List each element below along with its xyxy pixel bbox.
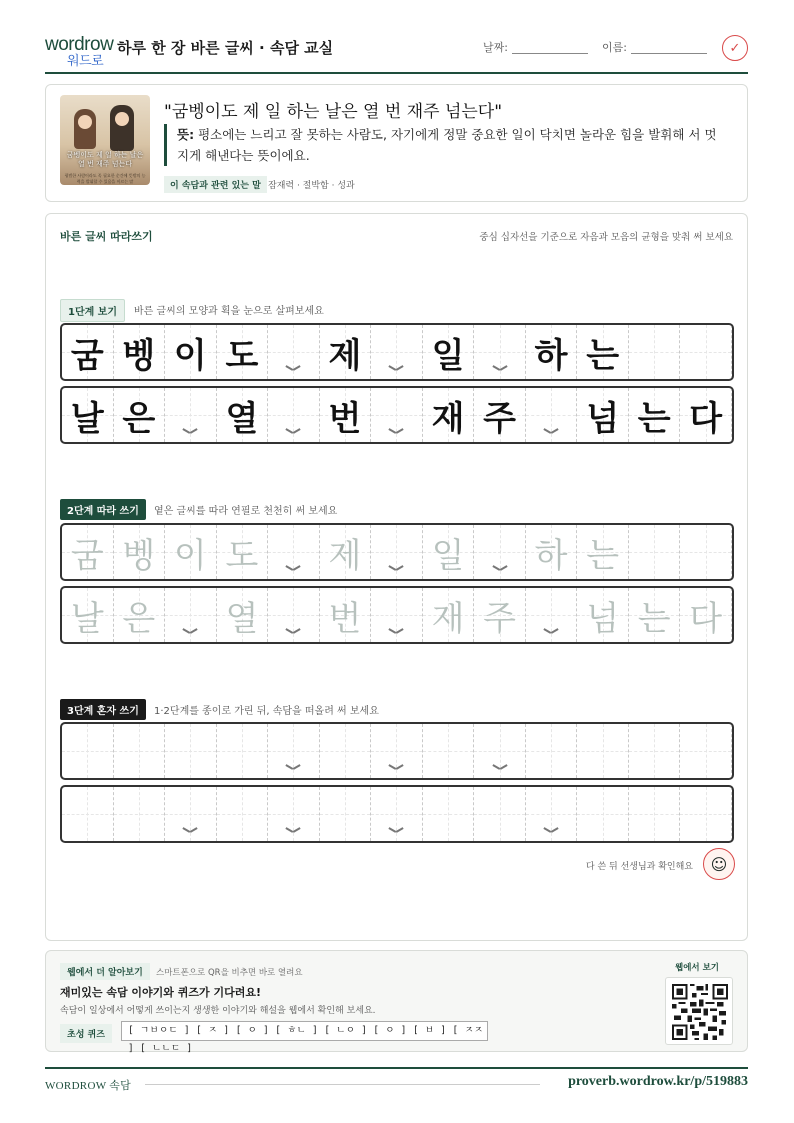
grid-character: 이	[173, 335, 207, 376]
grid-cell	[114, 325, 166, 379]
space-mark-icon	[286, 565, 300, 573]
grid-cell[interactable]	[474, 724, 526, 778]
grid-character: 재	[431, 598, 465, 639]
space-mark-icon	[183, 428, 197, 436]
grid-cell[interactable]	[371, 724, 423, 778]
grid-cell	[629, 388, 681, 442]
grid-cell[interactable]	[526, 724, 578, 778]
grid-cell[interactable]	[526, 787, 578, 841]
space-mark-icon	[286, 628, 300, 636]
grid-cell[interactable]	[114, 588, 166, 642]
grid-cell[interactable]	[680, 787, 732, 841]
grid-cell[interactable]	[114, 525, 166, 579]
grid-character: 제	[328, 535, 362, 576]
grid-cell[interactable]	[629, 525, 681, 579]
space-mark-icon	[286, 764, 300, 772]
grid-character: 하	[534, 535, 568, 576]
grid-character: 날	[70, 398, 104, 439]
grid-cell[interactable]	[629, 724, 681, 778]
grid-cell	[474, 388, 526, 442]
grid-cell	[217, 388, 269, 442]
grid-cell	[268, 388, 320, 442]
footer-url[interactable]: proverb.wordrow.kr/p/519883	[568, 1074, 748, 1089]
grid-cell[interactable]	[114, 787, 166, 841]
grid-cell[interactable]	[165, 525, 217, 579]
check-text: 다 쓴 뒤 선생님과 확인해요	[585, 862, 693, 872]
grid-cell	[62, 325, 114, 379]
grid-cell[interactable]	[423, 588, 475, 642]
grid-cell	[577, 325, 629, 379]
step2-row-1[interactable]	[60, 523, 734, 581]
space-mark-icon	[544, 428, 558, 436]
grid-cell[interactable]	[423, 724, 475, 778]
proverb-illustration	[60, 95, 150, 185]
grid-cell[interactable]	[62, 588, 114, 642]
grid-cell	[474, 325, 526, 379]
date-label: 날짜:	[483, 41, 508, 54]
space-mark-icon	[183, 628, 197, 636]
grid-cell	[165, 325, 217, 379]
name-label: 이름:	[602, 41, 627, 54]
check-stamp-icon: ✓	[722, 35, 748, 61]
name-field[interactable]	[631, 53, 707, 54]
grid-character: 재	[431, 398, 465, 439]
grid-cell[interactable]	[371, 588, 423, 642]
grid-cell	[629, 325, 681, 379]
grid-cell	[577, 388, 629, 442]
logo-text: wordrow	[45, 34, 114, 55]
grid-character: 넘	[586, 398, 620, 439]
wordrow-logo	[45, 34, 114, 68]
footer-rule	[145, 1084, 540, 1085]
step3-badge: 3단계 혼자 쓰기	[60, 699, 146, 720]
grid-cell	[217, 325, 269, 379]
step1-desc: 바른 글씨의 모양과 획을 눈으로 살펴보세요	[134, 306, 324, 317]
grid-cell[interactable]	[474, 588, 526, 642]
grid-cell[interactable]	[320, 525, 372, 579]
space-mark-icon	[183, 827, 197, 835]
grid-character: 굼	[70, 535, 104, 576]
grid-character: 는	[586, 535, 620, 576]
grid-cell[interactable]	[217, 724, 269, 778]
grid-cell[interactable]	[320, 787, 372, 841]
grid-cell	[114, 388, 166, 442]
grid-cell[interactable]	[526, 525, 578, 579]
grid-cell[interactable]	[629, 787, 681, 841]
grid-cell	[165, 388, 217, 442]
grid-character: 다	[689, 598, 723, 639]
grid-character: 열	[225, 398, 259, 439]
grid-cell	[320, 325, 372, 379]
grid-character: 벵	[122, 335, 156, 376]
step2-desc: 옅은 글씨를 따라 연필로 천천히 써 보세요	[154, 506, 338, 517]
grid-cell[interactable]	[577, 525, 629, 579]
section-hint: 중심 십자선을 기준으로 자음과 모음의 균형을 맞춰 써 보세요	[479, 232, 733, 243]
grid-cell	[268, 325, 320, 379]
grid-cell[interactable]	[114, 724, 166, 778]
proverb-meaning	[164, 124, 724, 166]
grid-character: 는	[586, 335, 620, 376]
grid-cell[interactable]	[320, 724, 372, 778]
grid-cell[interactable]	[268, 724, 320, 778]
grid-character: 는	[637, 598, 671, 639]
grid-cell[interactable]	[423, 787, 475, 841]
grid-cell	[680, 388, 732, 442]
grid-cell[interactable]	[62, 787, 114, 841]
space-mark-icon	[389, 764, 403, 772]
grid-character: 제	[328, 335, 362, 376]
grid-character: 열	[225, 598, 259, 639]
grid-character: 도	[225, 335, 259, 376]
grid-cell[interactable]	[62, 724, 114, 778]
grid-character: 다	[689, 398, 723, 439]
step1-row-2	[60, 386, 734, 444]
grid-cell[interactable]	[629, 588, 681, 642]
grid-cell[interactable]	[577, 588, 629, 642]
proverb-card	[45, 84, 748, 202]
related-words: 잠재력 · 절박함 · 성과	[268, 181, 355, 191]
grid-character: 이	[173, 535, 207, 576]
space-mark-icon	[389, 365, 403, 373]
grid-cell[interactable]	[577, 724, 629, 778]
footer-brand: WORDROW 속담	[45, 1080, 132, 1092]
grid-cell[interactable]	[268, 525, 320, 579]
grid-cell	[680, 325, 732, 379]
grid-character: 는	[637, 398, 671, 439]
grid-cell[interactable]	[371, 787, 423, 841]
grid-cell[interactable]	[680, 724, 732, 778]
step3-row-1[interactable]	[60, 722, 734, 780]
grid-cell[interactable]	[165, 787, 217, 841]
related-words-tag: 이 속담과 관련 있는 말	[164, 176, 267, 193]
space-mark-icon	[389, 628, 403, 636]
grid-cell	[423, 325, 475, 379]
qr-label: 웹에서 보기	[674, 963, 719, 973]
grid-cell	[423, 388, 475, 442]
grid-cell[interactable]	[680, 525, 732, 579]
quiz-answer-box: [ ㄱㅂㅇㄷ ] [ ㅈ ] [ ㅇ ] [ ㅎㄴ ] [ ㄴㅇ ] [ ㅇ ] [ ㅂ ] [ ㅈㅈ ] [ ㄴㄴㄷ ]	[121, 1021, 488, 1041]
page-title: 하루 한 장 바른 글씨 · 속담 교실	[117, 39, 334, 57]
illustration-caption: 굼벵이도 제 일 하는 날은 열 번 재주 넘는다	[66, 151, 144, 168]
grid-cell	[320, 388, 372, 442]
web-tag-desc: 스마트폰으로 QR을 비추면 바로 열려요	[156, 968, 303, 978]
space-mark-icon	[389, 565, 403, 573]
grid-cell[interactable]	[217, 787, 269, 841]
space-mark-icon	[286, 365, 300, 373]
web-title: 재미있는 속담 이야기와 퀴즈가 기다려요!	[60, 986, 261, 999]
step2-badge: 2단계 따라 쓰기	[60, 499, 146, 520]
grid-cell[interactable]	[526, 588, 578, 642]
grid-character: 날	[70, 598, 104, 639]
grid-cell[interactable]	[423, 525, 475, 579]
footer-divider	[45, 1067, 748, 1069]
grid-character: 넘	[586, 598, 620, 639]
grid-cell	[526, 388, 578, 442]
grid-character: 벵	[122, 535, 156, 576]
space-mark-icon	[286, 827, 300, 835]
illustration-subcaption: 평범한 사람이라도 꼭 필요한 순간에 뜻밖의 능력을 발휘할 수 있음을 이르는 말	[64, 173, 146, 184]
grid-cell[interactable]	[217, 525, 269, 579]
grid-cell[interactable]	[268, 787, 320, 841]
page-header	[45, 28, 748, 74]
grid-character: 굼	[70, 335, 104, 376]
grid-cell[interactable]	[165, 724, 217, 778]
step3-row-2[interactable]	[60, 785, 734, 843]
space-mark-icon	[389, 827, 403, 835]
grid-character: 번	[328, 398, 362, 439]
grid-character: 은	[122, 398, 156, 439]
grid-cell[interactable]	[268, 588, 320, 642]
grid-cell	[62, 388, 114, 442]
quiz-label: 초성 퀴즈	[60, 1024, 112, 1043]
step3-desc: 1·2단계를 종이로 가린 뒤, 속담을 떠올려 써 보세요	[154, 706, 379, 717]
logo-sub: 워드로	[67, 53, 104, 68]
grid-character: 주	[483, 398, 516, 439]
step1-row-1	[60, 323, 734, 381]
web-promo-box	[45, 950, 748, 1052]
grid-character: 번	[328, 598, 362, 639]
grid-cell	[526, 325, 578, 379]
grid-cell[interactable]	[217, 588, 269, 642]
grid-character: 주	[483, 598, 516, 639]
section-title: 바른 글씨 따라쓰기	[60, 230, 153, 243]
grid-cell[interactable]	[680, 588, 732, 642]
space-mark-icon	[389, 428, 403, 436]
grid-cell[interactable]	[474, 787, 526, 841]
space-mark-icon	[544, 827, 558, 835]
space-mark-icon	[493, 764, 507, 772]
grid-character: 하	[534, 335, 568, 376]
grid-cell[interactable]	[474, 525, 526, 579]
grid-cell[interactable]	[371, 525, 423, 579]
proverb-text: "굼벵이도 제 일 하는 날은 열 번 재주 넘는다"	[164, 102, 503, 122]
qr-code-icon[interactable]	[665, 977, 733, 1045]
smiley-stamp-icon: ☺	[703, 848, 735, 880]
grid-cell[interactable]	[320, 588, 372, 642]
grid-cell[interactable]	[577, 787, 629, 841]
step2-row-2[interactable]	[60, 586, 734, 644]
meaning-label: 뜻:	[177, 127, 195, 142]
date-field[interactable]	[512, 53, 588, 54]
grid-character: 일	[431, 335, 465, 376]
space-mark-icon	[493, 365, 507, 373]
grid-cell[interactable]	[62, 525, 114, 579]
grid-character: 도	[225, 535, 259, 576]
grid-cell	[371, 388, 423, 442]
practice-section	[45, 213, 748, 941]
space-mark-icon	[286, 428, 300, 436]
meaning-text: 평소에는 느리고 잘 못하는 사람도, 자기에게 정말 중요한 일이 닥치면 놀라운 힘을 발휘해 서 멋지게 해낸다는 뜻이에요.	[177, 127, 717, 163]
web-tag: 웹에서 더 알아보기	[60, 963, 150, 980]
space-mark-icon	[544, 628, 558, 636]
grid-cell	[371, 325, 423, 379]
grid-cell[interactable]	[165, 588, 217, 642]
step1-badge: 1단계 보기	[60, 299, 125, 322]
space-mark-icon	[493, 565, 507, 573]
web-desc: 속담이 일상에서 어떻게 쓰이는지 생생한 이야기와 해설을 웹에서 확인해 보세요.	[60, 1006, 376, 1016]
grid-character: 일	[431, 535, 465, 576]
grid-character: 은	[122, 598, 156, 639]
